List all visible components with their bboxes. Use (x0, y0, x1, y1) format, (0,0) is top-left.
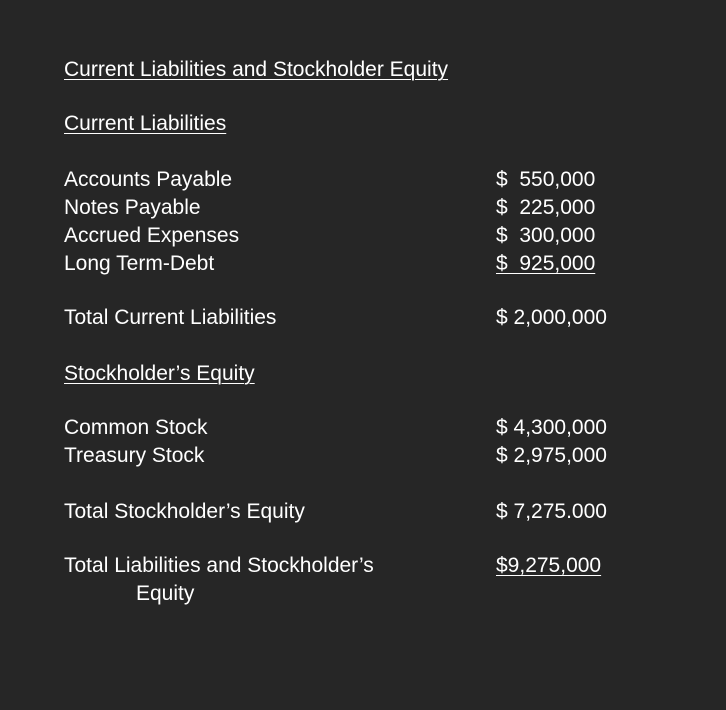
line-item-label: Treasury Stock (64, 444, 205, 467)
current-liabilities-heading: Current Liabilities (64, 112, 227, 135)
total-current-liabilities-label: Total Current Liabilities (64, 306, 277, 329)
total-current-liabilities-amount: $ 2,000,000 (496, 306, 607, 329)
line-item-label: Accounts Payable (64, 168, 233, 191)
line-item-amount: $ 225,000 (496, 196, 596, 219)
total-stockholders-equity-label: Total Stockholder’s Equity (64, 500, 305, 523)
line-item-label: Notes Payable (64, 196, 201, 219)
document-title: Current Liabilities and Stockholder Equity (64, 58, 449, 81)
line-item-label: Accrued Expenses (64, 224, 240, 247)
line-item-label: Long Term-Debt (64, 252, 215, 275)
line-item-amount: $ 4,300,000 (496, 416, 607, 439)
grand-total-amount: $9,275,000 (496, 554, 602, 577)
line-item-amount: $ 2,975,000 (496, 444, 607, 467)
stockholders-equity-heading: Stockholder’s Equity (64, 362, 255, 385)
grand-total-label: Total Liabilities and Stockholder’s (64, 554, 374, 577)
line-item-label: Common Stock (64, 416, 208, 439)
line-item-amount: $ 300,000 (496, 224, 596, 247)
total-stockholders-equity-amount: $ 7,275.000 (496, 500, 607, 523)
line-item-amount: $ 925,000 (496, 252, 596, 275)
grand-total-label-continued: Equity (136, 582, 195, 605)
line-item-amount: $ 550,000 (496, 168, 596, 191)
